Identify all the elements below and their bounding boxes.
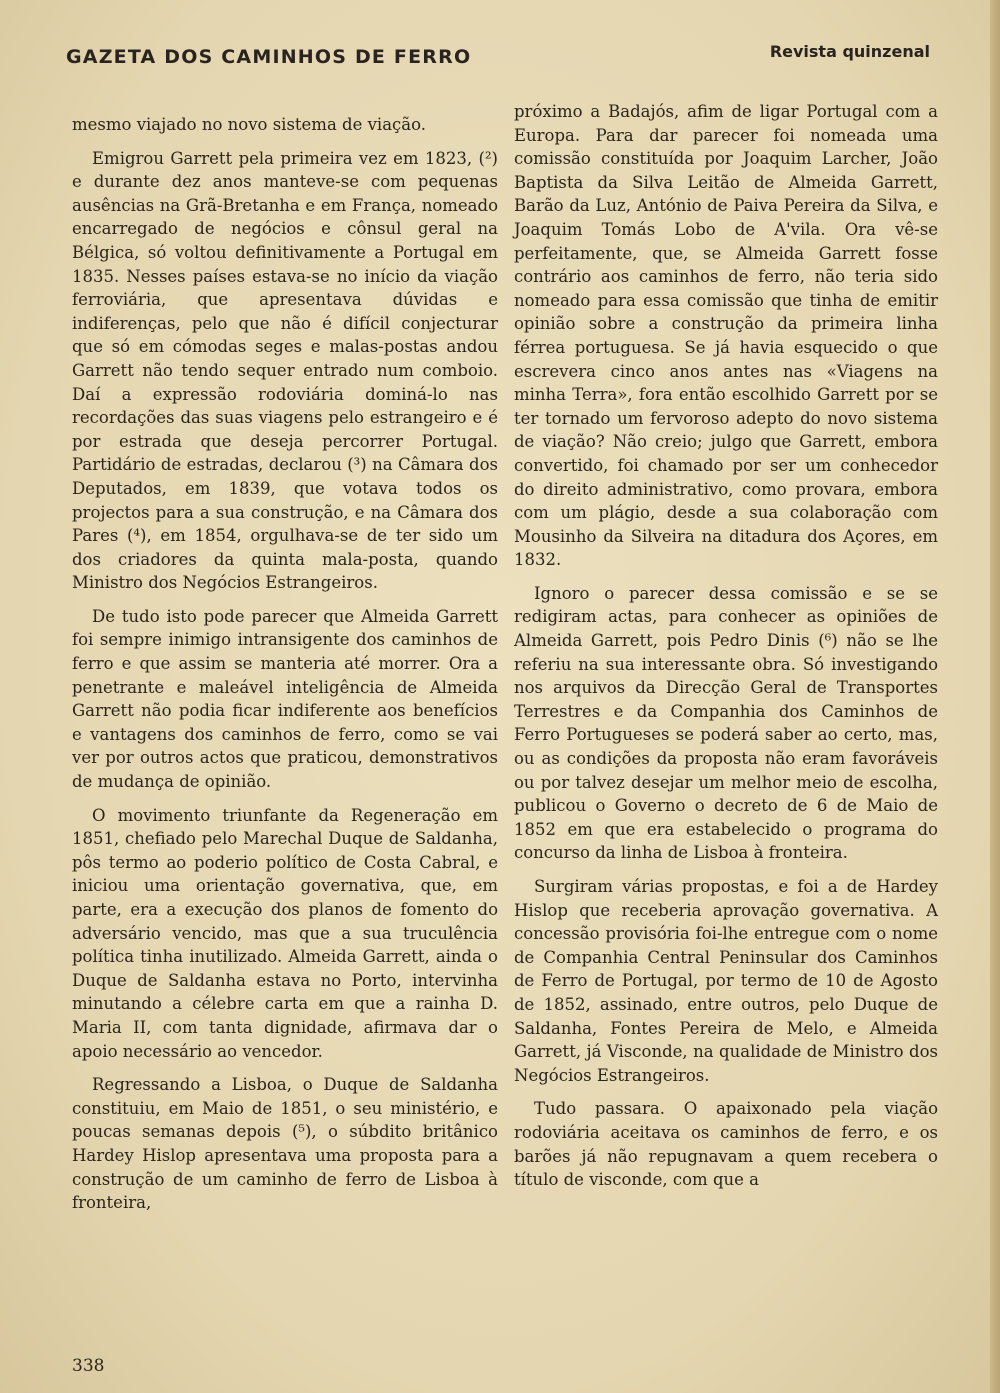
paragraph: De tudo isto pode parecer que Almeida Garrett foi sempre inimigo intransigente dos caminhos de ferro e que assim se manteria até morrer. Ora a penetrante e maleável inteligência de Almeida Garrett não podia ficar indiferente aos benefícios e vantagens dos caminhos de ferro, como se vai ver por outros actos que praticou, demonstrativos de mudança de opinião. <box>72 606 498 792</box>
left-column <box>72 113 498 1225</box>
paragraph: mesmo viajado no novo sistema de viação. <box>72 115 427 134</box>
page-header <box>66 42 930 74</box>
paragraph: Regressando a Lisboa, o Duque de Saldanha constituiu, em Maio de 1851, o seu ministério, e poucas semanas depois (⁵), o súbdito britânico Hardey Hislop apresentava uma proposta para a construção de um caminho de ferro de Lisboa à fronteira, <box>72 1075 498 1213</box>
page-edge <box>990 0 1000 1393</box>
paragraph: próximo a Badajós, afim de ligar Portugal com a Europa. Para dar parecer foi nomeada uma comissão constituída por Joaquim Larcher, João Baptista da Silva Leitão de Almeida Garrett, Barão da Luz, António de Paiva Pereira da Silva, e Joaquim Tomás Lobo de A'vila. Ora vê-se perfeitamente, que, se Almeida Garrett fosse contrário aos caminhos de ferro, não teria sido nomeado para essa comissão que tinha de emitir opinião sobre a construção da primeira linha férrea portuguesa. Se já havia esquecido o que escrevera cinco anos antes nas «Viagens na minha Terra», fora então escolhido Garrett por se ter tornado um fervoroso adepto do novo sistema de viação? Não creio; julgo que Garrett, embora convertido, foi chamado por ser um conhecedor do direito administrativo, como provara, embora com um plágio, desde a sua colaboração com Mousinho da Silveira na ditadura dos Açores, em 1832. <box>514 102 938 570</box>
page-number: 338 <box>72 1356 105 1376</box>
issue-type-label: Revista quinzenal <box>769 42 930 61</box>
right-column <box>514 100 938 1202</box>
paragraph: O movimento triunfante da Regeneração em 1851, chefiado pelo Marechal Duque de Saldanha, pôs termo ao poderio político de Costa Cabral, e iniciou uma orientação governativa, que, em parte, era a execução dos planos de fomento do adversário vencido, mas que a sua truculência política tinha inutilizado. Almeida Garrett, ainda o Duque de Saldanha estava no Porto, intervinha minutando a célebre carta em que a rainha D. Maria II, com tanta dignidade, afirmava dar o apoio necessário ao vencedor. <box>72 805 498 1061</box>
paragraph: Ignoro o parecer dessa comissão e se se redigiram actas, para conhecer as opiniões de Almeida Garrett, pois Pedro Dinis (⁶) não se lhe referiu na sua interessante obra. Só investigando nos arquivos da Direcção Geral de Transportes Terrestres e da Companhia dos Caminhos de Ferro Portugueses se poderá saber ao certo, mas, ou as condições da proposta não eram favoráveis ou por talvez desejar um melhor meio de escolha, publicou o Governo o decreto de 6 de Maio de 1852 em que era estabelecido o programa do concurso da linha de Lisboa à fronteira. <box>514 583 938 863</box>
paragraph: Emigrou Garrett pela primeira vez em 1823, (²) e durante dez anos manteve-se com pequenas ausências na Grã-Bretanha e em França, nomeado encarregado de negócios e cônsul geral na Bélgica, só voltou definitivamente a Portugal em 1835. Nesses países estava-se no início da viação ferroviária, que apresentava dúvidas e indiferenças, pelo que não é difícil conjecturar que só em cómodas seges e malas-postas andou Garrett não tendo sequer entrado num comboio. Daí a expressão rodoviária dominá-lo nas recordações das suas viagens pelo estrangeiro e é por estrada que deseja percorrer Portugal. Partidário de estradas, declarou (³) na Câmara dos Deputados, em 1839, que votava todos os projectos para a sua construção, e na Câmara dos Pares (⁴), em 1854, orgulhava-se de ter sido um dos criadores da quinta mala-posta, quando Ministro dos Negócios Estrangeiros. <box>72 148 498 593</box>
paragraph: Tudo passara. O apaixonado pela viação rodoviária aceitava os caminhos de ferro, e os barões já não repugnavam a quem recebera o título de visconde, com que a <box>514 1099 938 1190</box>
paragraph: Surgiram várias propostas, e foi a de Hardey Hislop que receberia aprovação governativa. A concessão provisória foi-lhe entregue com o nome de Companhia Central Peninsular dos Caminhos de Ferro de Portugal, por termo de 10 de Agosto de 1852, assinado, entre outros, pelo Duque de Saldanha, Fontes Pereira de Melo, e Almeida Garrett, já Visconde, na qualidade de Ministro dos Negócios Estrangeiros. <box>514 877 938 1085</box>
journal-title: GAZETA DOS CAMINHOS DE FERRO <box>66 46 472 68</box>
